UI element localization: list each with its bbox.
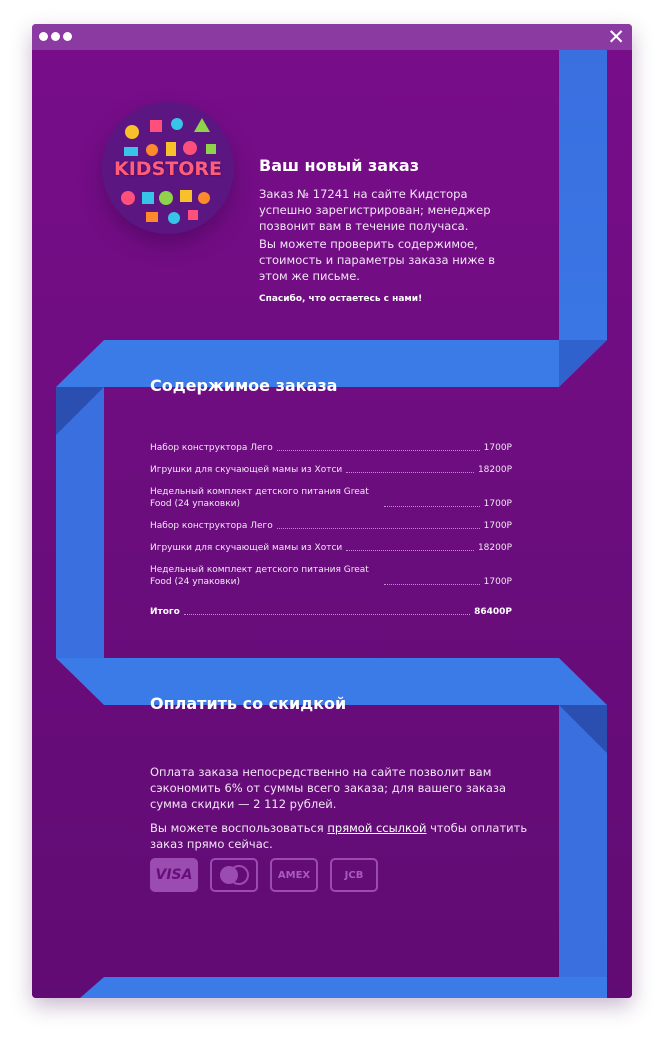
card-label: AMEX — [277, 869, 311, 881]
order-total-value: 86400Р — [474, 607, 512, 617]
window-dot-icon[interactable] — [63, 32, 72, 41]
order-item — [150, 542, 512, 554]
dotted-leader — [184, 614, 470, 615]
order-item-price: 1700Р — [483, 443, 512, 453]
card-label: JCB — [344, 869, 364, 881]
page-title: Ваш новый заказ — [259, 156, 420, 175]
order-item-price: 1700Р — [483, 521, 512, 531]
dotted-leader — [346, 472, 474, 473]
order-item — [150, 464, 512, 476]
window-dot-icon[interactable] — [51, 32, 60, 41]
order-item-name: Набор конструктора Лего — [150, 443, 273, 453]
card-label: VISA — [155, 867, 193, 883]
payment-section-title: Оплатить со скидкой — [150, 694, 347, 713]
visa-card-icon — [150, 858, 198, 892]
payment-link-text — [150, 820, 530, 852]
dotted-leader — [277, 528, 480, 529]
amex-card-icon — [270, 858, 318, 892]
payment-link-prefix: Вы можете воспользоваться — [150, 821, 328, 835]
window-titlebar — [32, 24, 632, 50]
order-list — [150, 442, 512, 628]
dotted-leader — [384, 584, 480, 585]
kidstore-logo[interactable] — [102, 102, 234, 234]
order-item-name: Недельный комплект детского питания Great Food (24 упаковки) — [150, 487, 369, 509]
payment-link-suffix: чтобы оплатить заказ прямо сейчас. — [150, 821, 528, 851]
order-item-name: Набор конструктора Лего — [150, 521, 273, 531]
order-item-price: 1700Р — [483, 577, 512, 587]
discount-text: Оплата заказа непосредственно на сайте позволит вам сэкономить 6% от суммы всего заказа; для вашего заказа сумма скидки — 2 112 рублей. — [150, 765, 507, 811]
mastercard-card-icon — [210, 858, 258, 892]
dotted-leader — [277, 450, 480, 451]
email-content — [32, 50, 632, 998]
thanks-text: Спасибо, что остаетесь с нами! — [259, 294, 423, 304]
order-item — [150, 442, 512, 454]
email-window — [32, 24, 632, 998]
dotted-leader — [346, 550, 474, 551]
order-item — [150, 564, 512, 588]
order-item-price: 1700Р — [483, 499, 512, 509]
window-dot-icon[interactable] — [39, 32, 48, 41]
order-check-text: Вы можете проверить содержимое, стоимость и параметры заказа ниже в этом же письме. — [259, 237, 496, 283]
order-item-name: Игрушки для скучающей мамы из Хотси — [150, 465, 343, 475]
order-total-label: Итого — [150, 607, 180, 617]
order-item-name: Недельный комплект детского питания Great Food (24 упаковки) — [150, 565, 369, 587]
jcb-card-icon — [330, 858, 378, 892]
order-item-name: Игрушки для скучающей мамы из Хотси — [150, 543, 343, 553]
dotted-leader — [384, 506, 480, 507]
direct-payment-link[interactable]: прямой ссылкой — [327, 821, 427, 835]
order-item-price: 18200Р — [477, 465, 512, 475]
order-section-title: Содержимое заказа — [150, 376, 338, 395]
mastercard-circles-icon — [214, 862, 254, 888]
order-confirmation-text: Заказ № 17241 на сайте Кидстора успешно зарегистрирован; менеджер позвонит вам в течение получаса. — [259, 187, 491, 233]
order-total-row — [150, 606, 512, 618]
logo-text: KIDSTORE — [114, 158, 222, 180]
close-icon[interactable]: ✕ — [607, 25, 625, 49]
order-item-price: 18200Р — [477, 543, 512, 553]
order-item — [150, 486, 512, 510]
order-item — [150, 520, 512, 532]
